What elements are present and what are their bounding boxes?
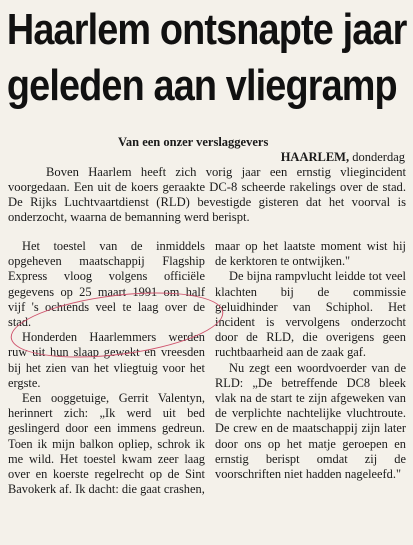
lead-paragraph: Boven Haarlem heeft zich vorig jaar een ernstig vliegincident voorgedaan. Een uit de koers geraakte DC-8 scheerde rakelings over de stad. De Rijks Luchtvaartdienst (RLD) bevestigde gisteren dat het voorval is onderzocht, waarna de bemanning werd berispt. (8, 165, 406, 224)
headline-line-2: geleden aan vliegramp (6, 61, 397, 110)
paragraph: Het toestel van de inmiddels opgeheven maatschappij Flagship Express vloog volgens officiële gegevens op 25 maart 1991 om half vijf 's ochtends veel te laag over de stad. (8, 239, 205, 330)
dateline-day: donderdag (352, 150, 405, 164)
dateline (281, 150, 405, 165)
paragraph: De bijna rampvlucht leidde tot veel klachten bij de commissie geluidhinder van Schiphol. Het incident is vervolgens onderzocht door de RLD, die overigens geen ruchtbaarheid aan de zaak gaf. (215, 269, 406, 360)
dateline-place: HAARLEM, (280, 150, 350, 164)
paragraph: maar op het laatste moment wist hij de kerktoren te ontwijken." (215, 239, 406, 269)
headline-line-1: Haarlem ontsnapte jaar (6, 5, 407, 54)
right-column (215, 239, 406, 482)
headline (0, 2, 407, 114)
paragraph: Een ooggetuige, Gerrit Valentyn, herinnert zich: „Ik werd uit bed geslingerd door een immens gedreun. Toen ik mijn balkon opliep, schrok ik me wild. Het toestel kwam zeer laag over en koerste regelrecht op de Sint Bavokerk af. Ik dacht: die gaat crashen, (8, 391, 205, 497)
left-column (8, 239, 205, 497)
paragraph: Nu zegt een woordvoerder van de RLD: „De betreffende DC8 bleek vlak na de start te zijn afgeweken van de verplichte nachtelijke vluchtroute. De crew en de maatschappij zijn later door ons op het matje geroepen en ernstig berispt omdat zij de voorschriften niet hadden nageleefd." (215, 360, 406, 482)
byline: Van een onzer verslaggevers (118, 135, 269, 149)
paragraph: Honderden Haarlemmers werden ruw uit hun slaap gewekt en vreesden bij het zien van het vliegtuig voor het ergste. (8, 330, 205, 390)
